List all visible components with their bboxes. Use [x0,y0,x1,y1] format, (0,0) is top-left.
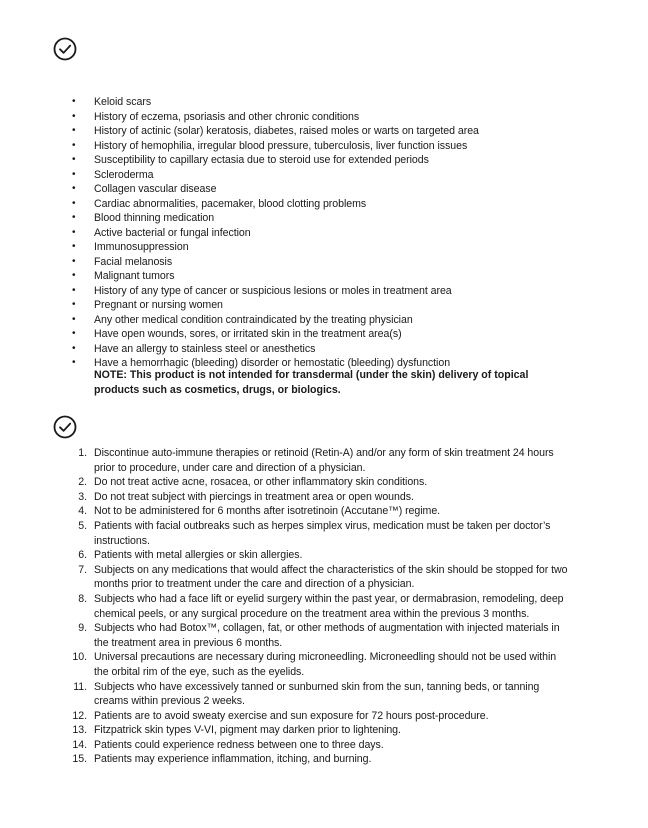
check-circle-icon [53,415,77,439]
list-item: • Have an allergy to stainless steel or anesthetics [72,342,316,355]
list-item: • Keloid scars [72,96,152,108]
list-item: • Susceptibility to capillary ectasia due to steroid use for extended periods [72,154,429,166]
list-item: • Any other medical condition contraindicated by the treating physician [72,313,413,326]
list-item: • Active bacterial or fungal infection [72,226,251,239]
transdermal-note: NOTE: This product is not intended for transdermal (under the skin) delivery of topical products such as cosmetics, drugs, or biologics. [94,369,529,396]
numbered-item: 3. Do not treat subject with piercings in treatment area or open wounds. [78,490,414,503]
list-item: • Collagen vascular disease [72,183,217,195]
numbered-item: 9. Subjects who had Botox™, collagen, fat, or other methods of augmentation with injected materials in the treatment area in previous 6 months. [78,622,560,649]
numbered-item: 14. Patients could experience redness between one to three days. [72,738,384,751]
list-item: • Cardiac abnormalities, pacemaker, blood clotting problems [72,197,367,210]
numbered-item: 11. Subjects who have excessively tanned or sunburned skin from the sun, tanning beds, or tanning creams within previous 2 weeks. [73,680,540,708]
check-circle-icon [53,37,77,61]
list-item: • History of any type of cancer or suspicious lesions or moles in treatment area [72,284,452,297]
precautions-list [70,446,570,767]
numbered-item: 12. Patients are to avoid sweaty exercise and sun exposure for 72 hours post-procedure. [72,709,489,722]
list-item: • History of eczema, psoriasis and other chronic conditions [72,110,360,123]
numbered-item: 8. Subjects who had a face lift or eyelid surgery within the past year, or dermabrasion, remodeling, deep chemical peels, or any surgical procedure on the treatment area within the previous 3 months. [78,592,564,620]
numbered-item: 6. Patients with metal allergies or skin allergies. [78,549,303,562]
list-item: • Have open wounds, sores, or irritated skin in the treatment area(s) [72,328,402,340]
numbered-item: 15. Patients may experience inflammation, itching, and burning. [72,753,372,766]
contraindications-list [70,95,630,371]
list-item: • Immunosuppression [72,241,189,253]
list-item: • History of hemophilia, irregular blood pressure, tuberculosis, liver function issues [72,139,468,152]
numbered-item: 2. Do not treat active acne, rosacea, or other inflammatory skin conditions. [78,476,428,489]
list-item: • History of actinic (solar) keratosis, diabetes, raised moles or warts on targeted area [72,125,479,137]
list-item: • Facial melanosis [72,255,173,268]
numbered-item: 5. Patients with facial outbreaks such as herpes simplex virus, medication must be taken per doctor’s instructions. [78,519,551,547]
numbered-item: 13. Fitzpatrick skin types V-VI, pigment may darken prior to lightening. [72,724,401,737]
numbered-item: 10. Universal precautions are necessary during microneedling. Microneedling should not be used within the orbital rim of the eye, such as the eyelids. [72,651,557,678]
list-item: • Scleroderma [72,168,154,181]
numbered-item: 4. Not to be administered for 6 months after isotretinoin (Accutane™) regime. [78,505,441,518]
list-item: • Malignant tumors [72,270,175,282]
numbered-item: 7. Subjects on any medications that would affect the characteristics of the skin should be stopped for two months prior to treatment under the care and direction of a physician. [78,563,568,591]
list-item: • Blood thinning medication [72,212,215,224]
list-item: • Pregnant or nursing women [72,299,223,311]
numbered-item: 1. Discontinue auto-immune therapies or retinoid (Retin-A) and/or any form of skin treatment 24 hours prior to procedure, under care and direction of a physician. [78,447,554,474]
list-item: • Have a hemorrhagic (bleeding) disorder or hemostatic (bleeding) dysfunction [72,357,451,369]
